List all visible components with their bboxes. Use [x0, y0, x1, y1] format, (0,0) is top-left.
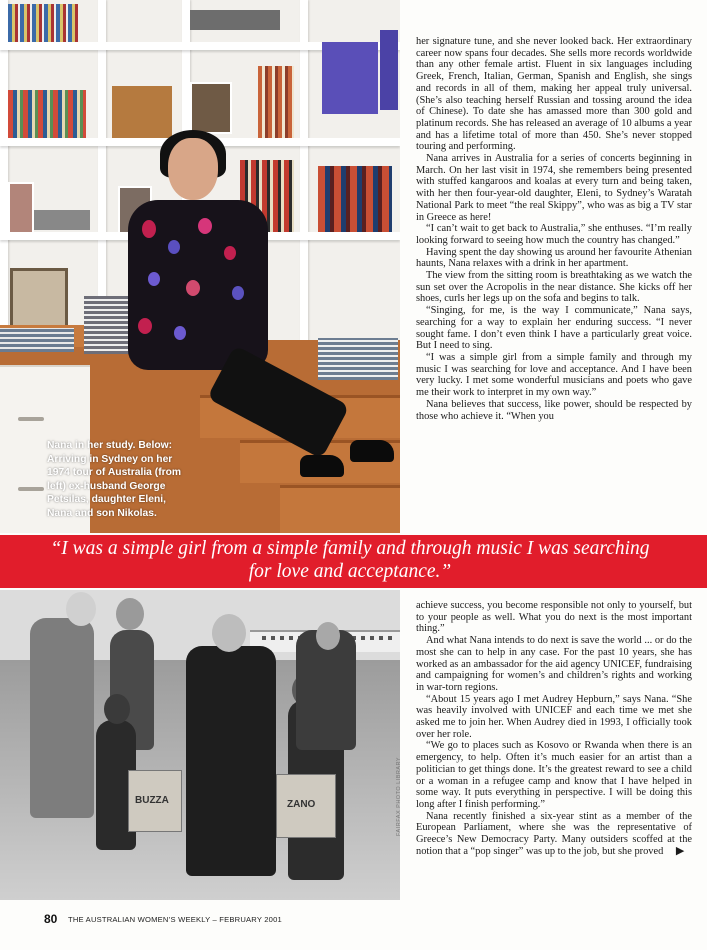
book-row	[8, 4, 78, 42]
dress-dot	[168, 240, 180, 254]
dress-dot	[138, 318, 152, 334]
photo-credit: FAIRFAX PHOTO LIBRARY	[396, 756, 402, 836]
paragraph: achieve success, you become responsible not only to yourself, but to your people as well. What you do next is the most important thing.”	[416, 600, 692, 635]
photo-caption: Nana in her study. Below: Arriving in Sydney on her 1974 tour of Australia (from left) ex-husband George Petsilas, daughter Eleni, Nana and son Nikolas.	[47, 440, 182, 519]
book-row	[258, 66, 294, 138]
book-stack	[34, 210, 90, 230]
page-number: 80	[44, 912, 58, 926]
magazine-stack	[0, 328, 74, 352]
paragraph: “I was a simple girl from a simple family and through my music I was searching for love and acceptance. And I have been very lucky. I met some wonderful musicians and poets who gave me their work to interpret in my own way.”	[416, 351, 692, 399]
article-column-bottom	[416, 600, 692, 857]
dress-dot	[232, 286, 244, 300]
shelf-divider	[0, 0, 8, 360]
paragraph: Having spent the day showing us around her favourite Athenian haunts, Nana relaxes with a drink in her apartment.	[416, 246, 692, 270]
picture-frame	[10, 268, 68, 330]
cabinet-handle	[18, 417, 44, 421]
paragraph: her signature tune, and she never looked back. Her extraordinary career now spans four decades. She sells more records worldwide than any other female artist. Fluent in six languages including Greek, French, Italian, German, Spanish and English, she sings and records in all of them, making her appeal truly universal. (She’s also teaching herself Russian and tossing around the idea of Chinese). To date she has amassed more than 300 gold and platinum records. She has released an average of 10 albums a year and has a lifetime total of more than 450. She’s never stopped touring and performing.	[416, 36, 692, 153]
box-files	[112, 86, 172, 138]
framed-photo	[8, 182, 34, 234]
woman-head	[212, 614, 246, 652]
man-head	[116, 598, 144, 630]
dress-dot	[148, 272, 160, 286]
paragraph	[416, 811, 692, 858]
dress-dot	[174, 326, 186, 340]
man-head	[316, 622, 340, 650]
book-stack	[190, 10, 280, 30]
paragraph: “We go to places such as Kosovo or Rwanda when there is an emergency, to help. Often it’s much easier for an artist than a politician to get things done. It’s the greatest reward to see a child or a woman in a refugee camp and know that I have helped in some way. It puts everything in perspective. I will be doing this long after I finish performing.”	[416, 740, 692, 810]
paragraph-text: Nana recently finished a six-year stint as a member of the European Parliament, where she was the representative of Greece’s New Democracy Party. Many outsiders scoffed at the notion that a “pop singer” was up to the job, but she proved	[416, 810, 692, 857]
magazine-stack	[84, 296, 134, 354]
paragraph: Nana believes that success, like power, should be respected by those who achieve it. “When you	[416, 398, 692, 422]
paragraph: Nana arrives in Australia for a series of concerts beginning in March. On her last visit in 1974, she remembers being presented with stuffed kangaroos and koalas at every turn and being taken, with her then four-year-old daughter, Eleni, to Sydney’s Waratah National Park to meet “the real Skippy”, who was as big a TV star in Greece as here!	[416, 153, 692, 223]
dress-dot	[198, 218, 212, 234]
shopping-bag	[128, 770, 182, 832]
purple-box-file	[380, 30, 398, 110]
study-photo	[0, 0, 400, 533]
wooden-step	[280, 485, 400, 533]
article-column-top	[416, 36, 692, 422]
publication-footer: THE AUSTRALIAN WOMEN’S WEEKLY – FEBRUARY 2001	[68, 915, 282, 924]
paragraph: “I can’t wait to get back to Australia,” she enthuses. “I’m really looking forward to seeing how much the country has changed.”	[416, 223, 692, 246]
girl-head	[104, 694, 130, 724]
cabinet-handle	[18, 487, 44, 491]
man-figure	[30, 618, 94, 818]
woman-face	[168, 138, 218, 200]
shopping-bag	[276, 774, 336, 838]
bag-label: ZANO	[287, 799, 316, 810]
woman-figure	[128, 200, 268, 370]
boot	[350, 440, 394, 462]
paragraph: “Singing, for me, is the way I communicate,” Nana says, searching for a way to explain her enduring success. “I never sought fame. I don’t even think I have a particularly great voice. But I need to sing.	[416, 305, 692, 352]
pull-quote: “I was a simple girl from a simple family and through music I was searching for love and acceptance.”	[50, 538, 650, 582]
woman-figure	[186, 646, 276, 876]
continue-arrow-icon: ▶	[675, 844, 685, 857]
dress-dot	[186, 280, 200, 296]
shelf-divider	[300, 0, 308, 360]
man-head	[66, 592, 96, 626]
framed-photo	[190, 82, 232, 134]
dress-dot	[142, 220, 156, 238]
paragraph: The view from the sitting room is breathtaking as we watch the sun set over the Acropolis in the near distance. She kicks off her shoes, curls her legs up on the sofa and begins to talk.	[416, 270, 692, 305]
paragraph: And what Nana intends to do next is save the world ... or do the most she can to help in any case. For the past 10 years, she has worked as an ambassador for the aid agency UNICEF, fundraising and campaigning for women’s and children’s rights and working in war-torn regions.	[416, 635, 692, 693]
magazine-stack	[318, 338, 398, 380]
book-row	[318, 166, 392, 232]
dress-dot	[224, 246, 236, 260]
airport-arrival-photo	[0, 590, 400, 900]
boot	[300, 455, 344, 477]
purple-box-file	[322, 42, 378, 114]
bag-label: BUZZA	[135, 795, 169, 806]
paragraph: “About 15 years ago I met Audrey Hepburn,” says Nana. “She was heavily involved with UNICEF and each time we met she asked me to join her. When Audrey died in 1993, I officially took over her role.	[416, 693, 692, 740]
book-row	[8, 90, 86, 138]
